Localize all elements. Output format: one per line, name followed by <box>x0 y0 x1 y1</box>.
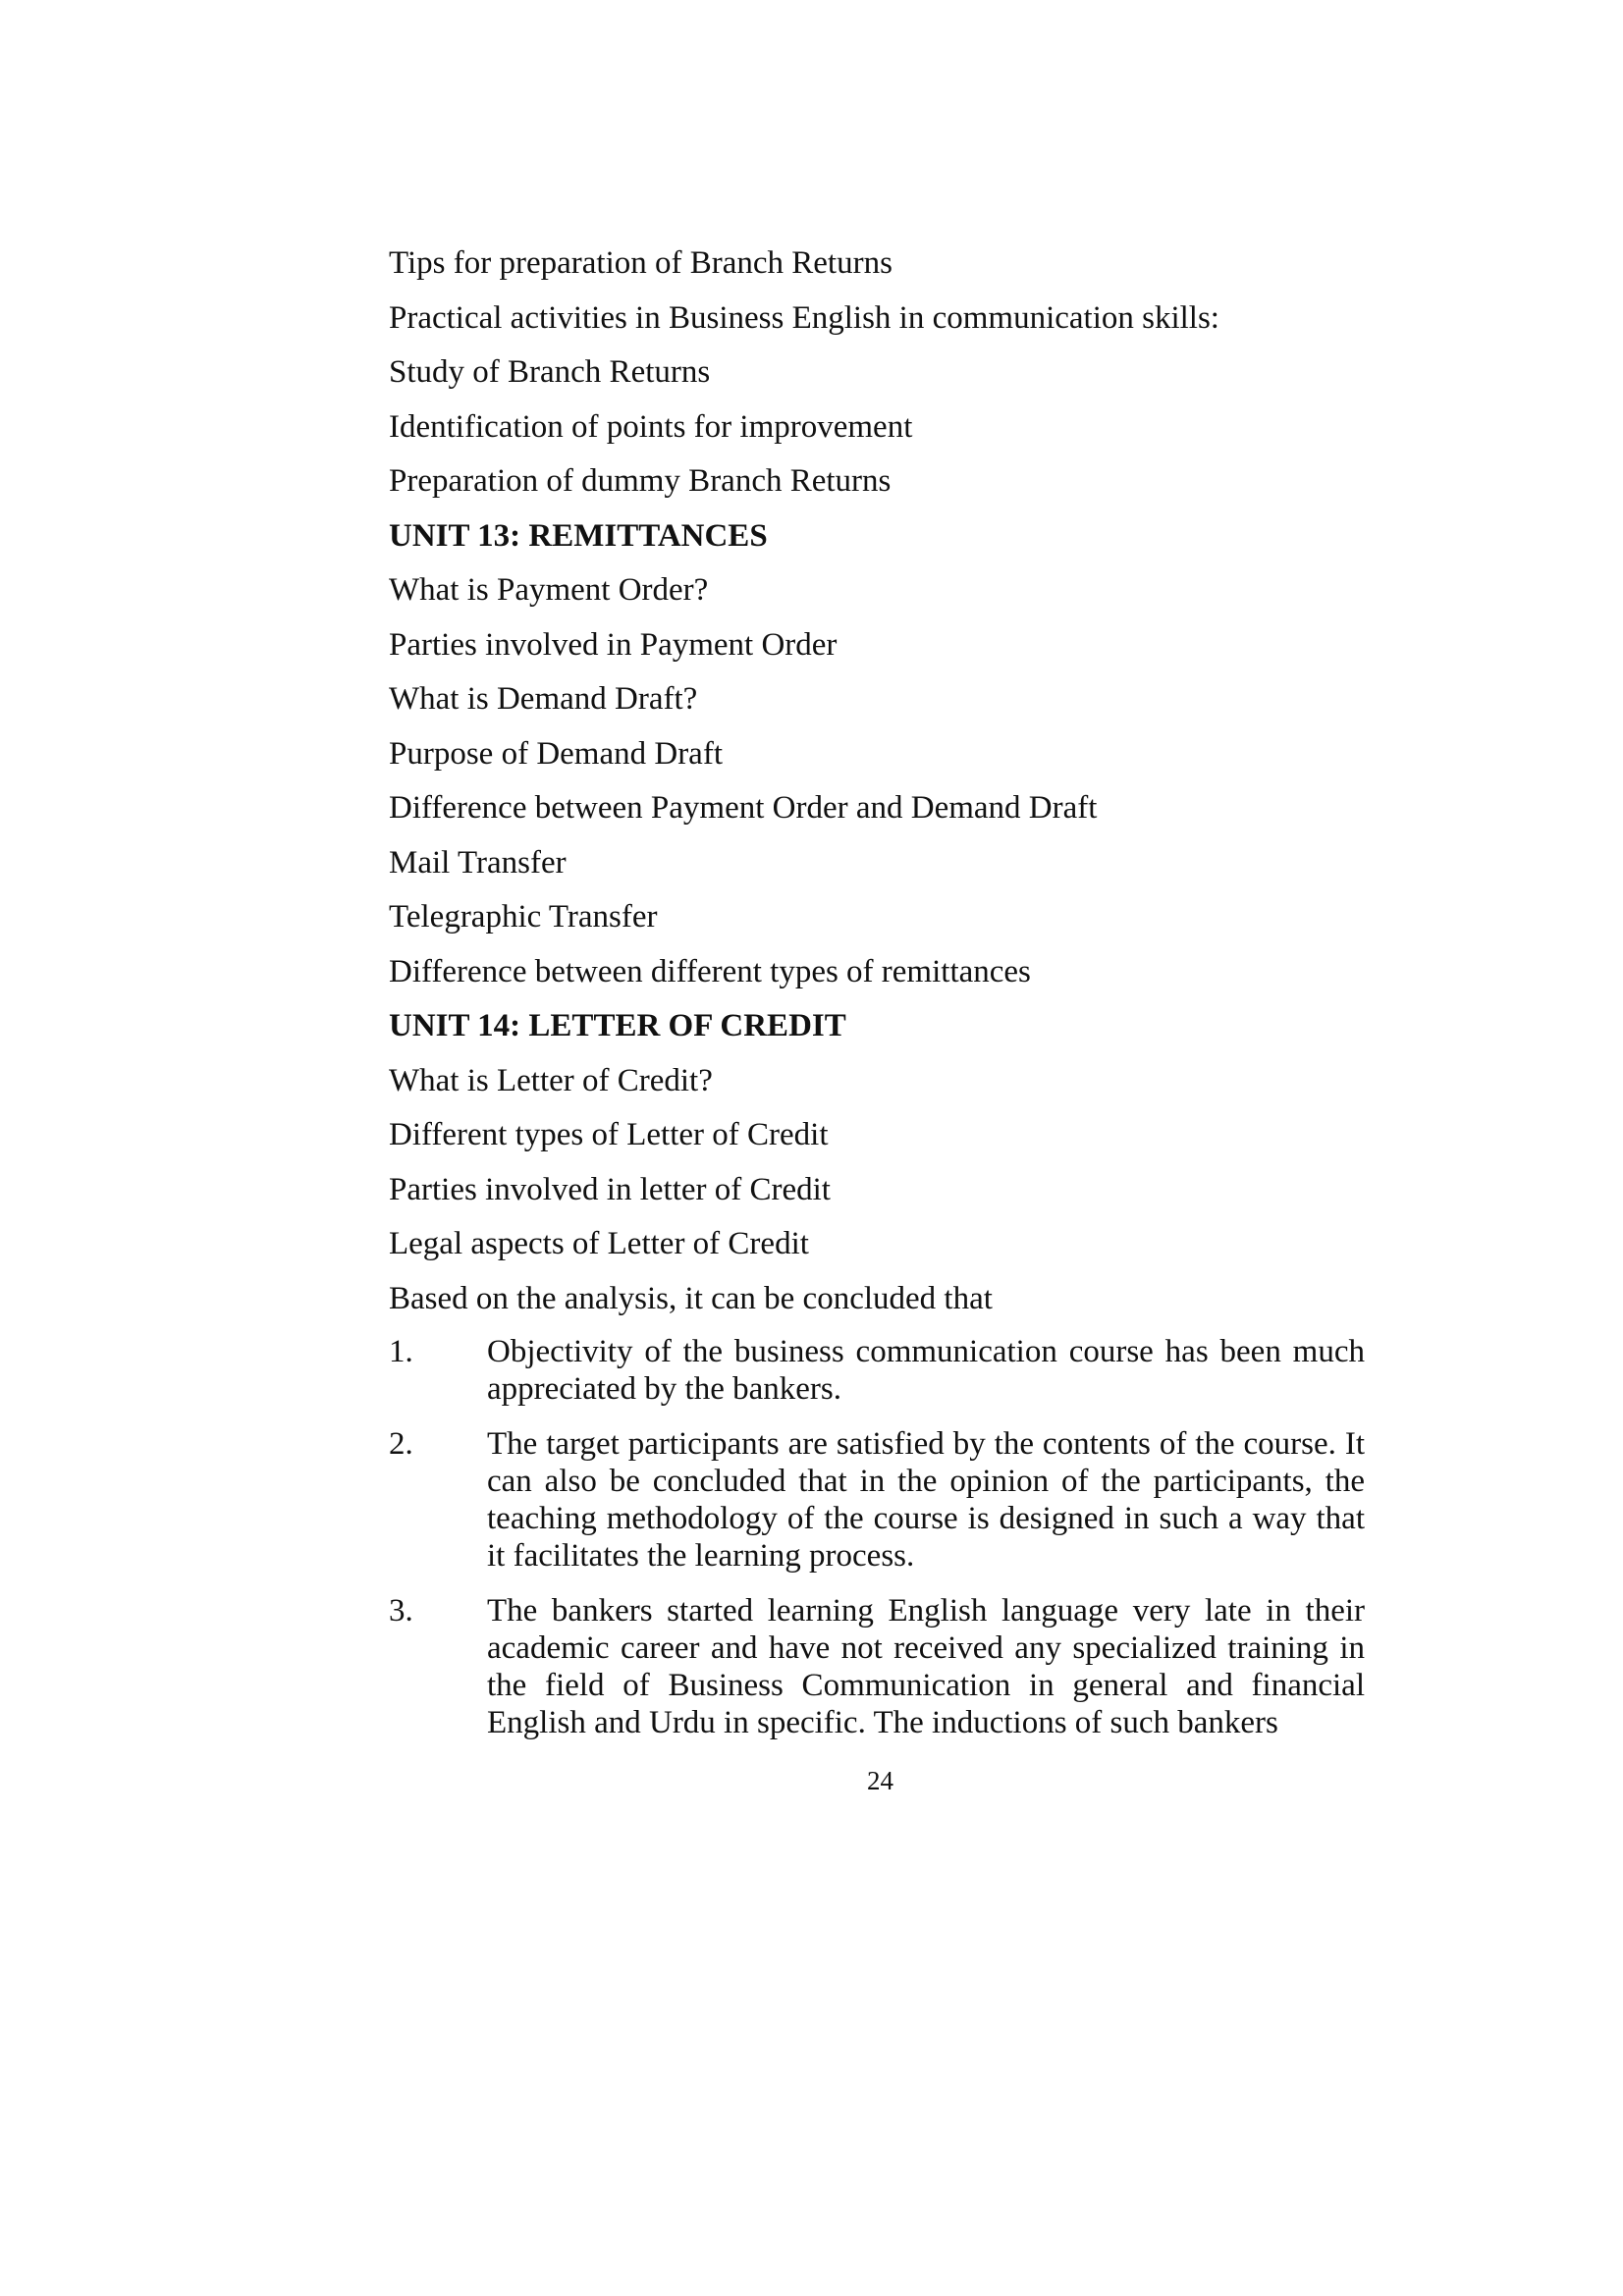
topic-line: Difference between Payment Order and Demand Draft <box>389 790 1098 826</box>
topic-line: Based on the analysis, it can be concluded that <box>389 1280 993 1316</box>
list-item-number: 3. <box>389 1593 413 1629</box>
unit-heading: UNIT 14: LETTER OF CREDIT <box>389 1008 846 1043</box>
topic-line: Practical activities in Business English in communication skills: <box>389 299 1219 336</box>
topic-line: What is Letter of Credit? <box>389 1062 713 1098</box>
list-item <box>389 1425 1365 1575</box>
topic-line: Different types of Letter of Credit <box>389 1117 829 1152</box>
topic-line: Preparation of dummy Branch Returns <box>389 463 892 499</box>
page-number: 24 <box>867 1766 893 1795</box>
topic-line: Parties involved in Payment Order <box>389 626 838 663</box>
list-item-text: The target participants are satisfied by the contents of the course. It can also be concluded that in the opinion of the participants, the teaching methodology of the course is designed in such a way that it facilitates the learning process. <box>487 1426 1365 1574</box>
topic-line: Parties involved in letter of Credit <box>389 1171 831 1207</box>
topic-line: Identification of points for improvement <box>389 408 913 445</box>
topic-line: What is Demand Draft? <box>389 681 698 717</box>
list-item <box>389 1592 1365 1741</box>
list-item <box>389 1333 1365 1408</box>
topic-line: Difference between different types of remittances <box>389 953 1031 989</box>
list-item-text: Objectivity of the business communication course has been much appreciated by the bankers. <box>487 1334 1365 1407</box>
unit-heading: UNIT 13: REMITTANCES <box>389 517 768 554</box>
topic-line: Purpose of Demand Draft <box>389 735 723 772</box>
topic-line: Legal aspects of Letter of Credit <box>389 1226 809 1261</box>
list-item-number: 1. <box>389 1334 413 1369</box>
topic-line: What is Payment Order? <box>389 572 709 608</box>
syllabus-lines <box>389 243 1365 1319</box>
topic-line: Telegraphic Transfer <box>389 899 658 934</box>
topic-line: Tips for preparation of Branch Returns <box>389 245 893 281</box>
conclusions-list <box>389 1333 1365 1741</box>
page-content <box>389 243 1365 1759</box>
topic-line: Study of Branch Returns <box>389 354 711 390</box>
topic-line: Mail Transfer <box>389 844 567 881</box>
list-item-text: The bankers started learning English language very late in their academic career and have not received any specialized training in the field of Business Communication in general and financial English and Urdu in specific. The inductions of such bankers <box>487 1593 1365 1740</box>
list-item-number: 2. <box>389 1426 413 1462</box>
